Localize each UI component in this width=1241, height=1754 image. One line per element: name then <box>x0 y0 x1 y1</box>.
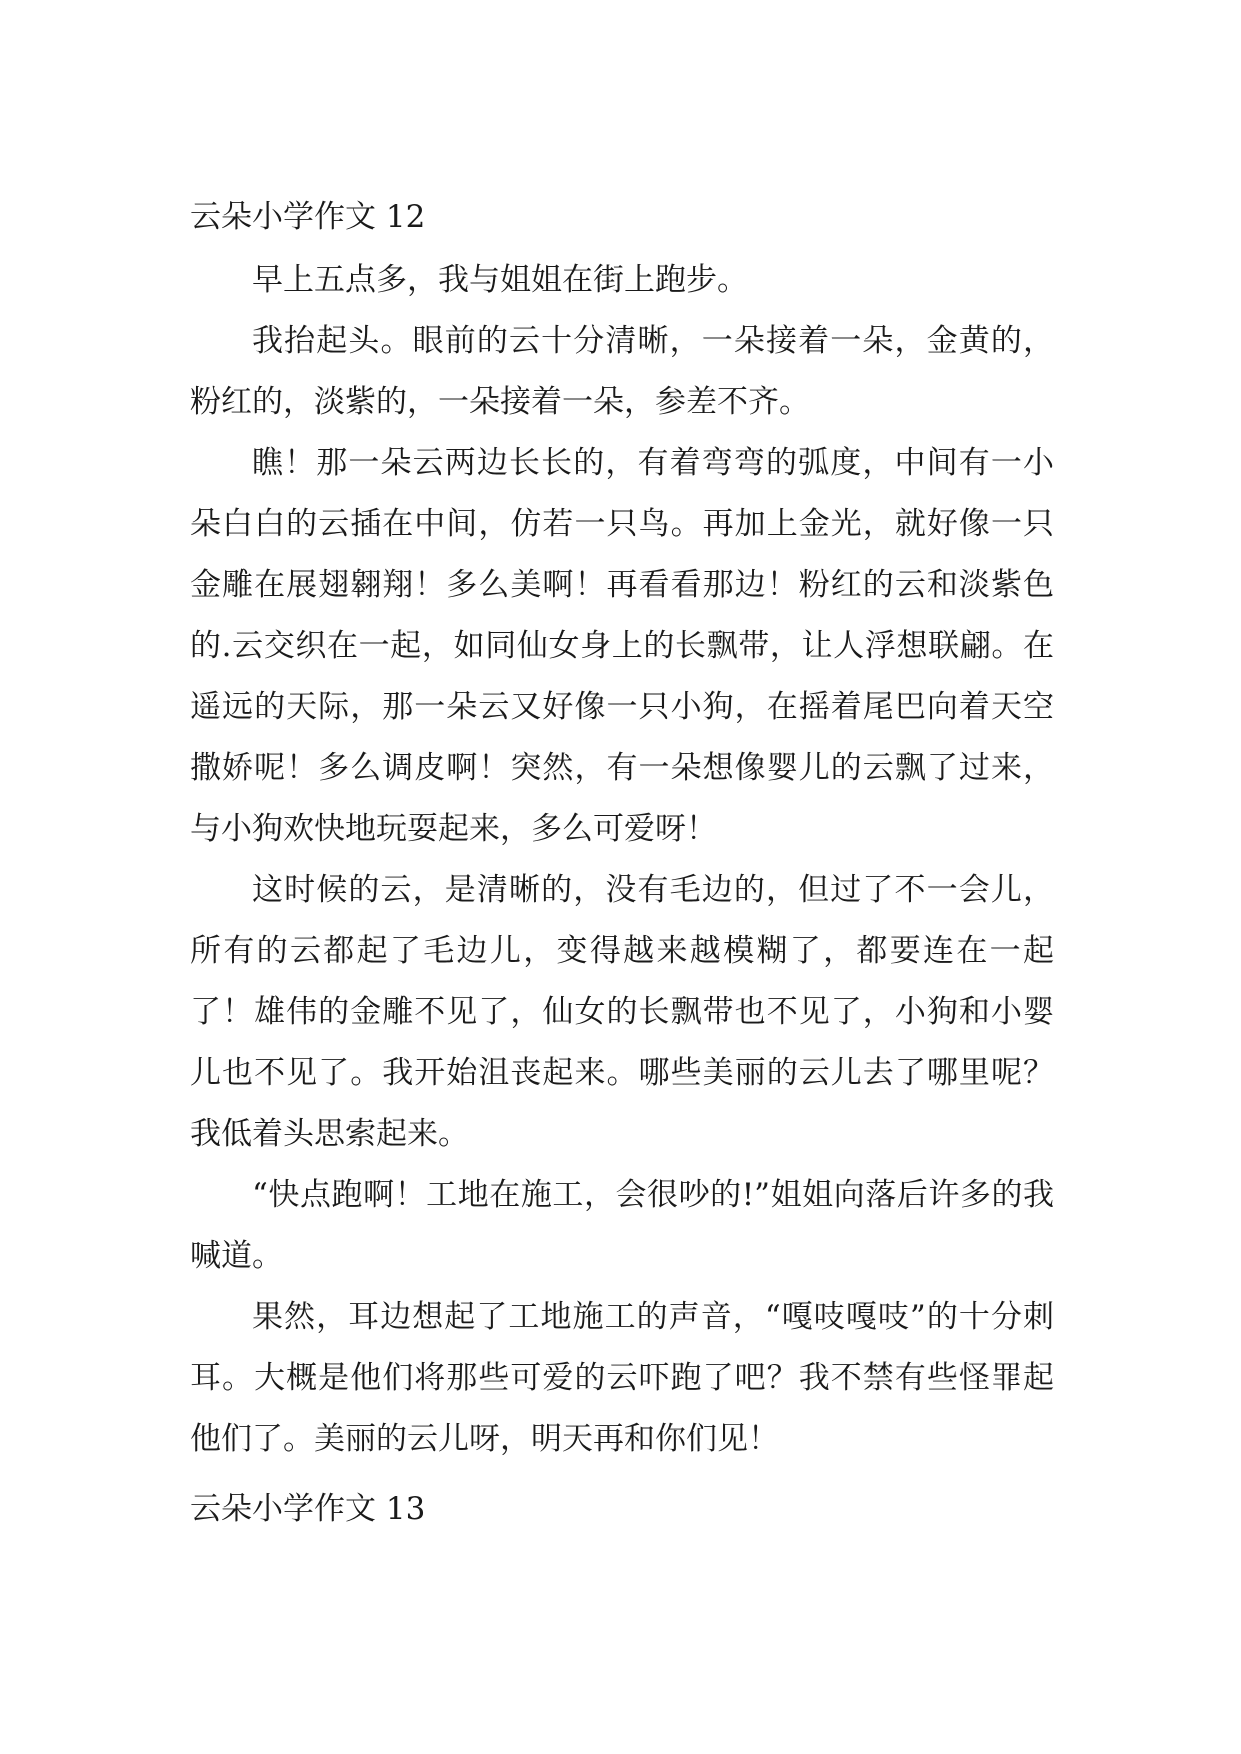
section-title-12: 云朵小学作文 12 <box>190 199 426 235</box>
essay-body <box>190 250 1054 1470</box>
paragraph-2: 我抬起头。眼前的云十分清晰，一朵接着一朵，金黄的，粉红的，淡紫的，一朵接着一朵，参差不齐。 <box>190 323 1054 420</box>
paragraph-6: 果然，耳边想起了工地施工的声音，“嘎吱嘎吱”的十分刺耳。大概是他们将那些可爱的云吓跑了吧？我不禁有些怪罪起他们了。美丽的云儿呀，明天再和你们见！ <box>190 1299 1054 1457</box>
paragraph-3: 瞧！那一朵云两边长长的，有着弯弯的弧度，中间有一小朵白白的云插在中间，仿若一只鸟。再加上金光，就好像一只金雕在展翅翱翔！多么美啊！再看看那边！粉红的云和淡紫色的.云交织在一起，如同仙女身上的长飘带，让人浮想联翩。在遥远的天际，那一朵云又好像一只小狗，在摇着尾巴向着天空撒娇呢！多么调皮啊！突然，有一朵想像婴儿的云飘了过来，与小狗欢快地玩耍起来，多么可爱呀！ <box>190 445 1054 847</box>
paragraph-4: 这时候的云，是清晰的，没有毛边的，但过了不一会儿，所有的云都起了毛边儿，变得越来越模糊了，都要连在一起了！雄伟的金雕不见了，仙女的长飘带也不见了，小狗和小婴儿也不见了。我开始沮丧起来。哪些美丽的云儿去了哪里呢？我低着头思索起来。 <box>190 872 1054 1152</box>
section-title-13: 云朵小学作文 13 <box>190 1491 426 1527</box>
paragraph-1: 早上五点多，我与姐姐在街上跑步。 <box>252 262 748 298</box>
paragraph-5: “快点跑啊！工地在施工，会很吵的!”姐姐向落后许多的我喊道。 <box>190 1177 1054 1274</box>
